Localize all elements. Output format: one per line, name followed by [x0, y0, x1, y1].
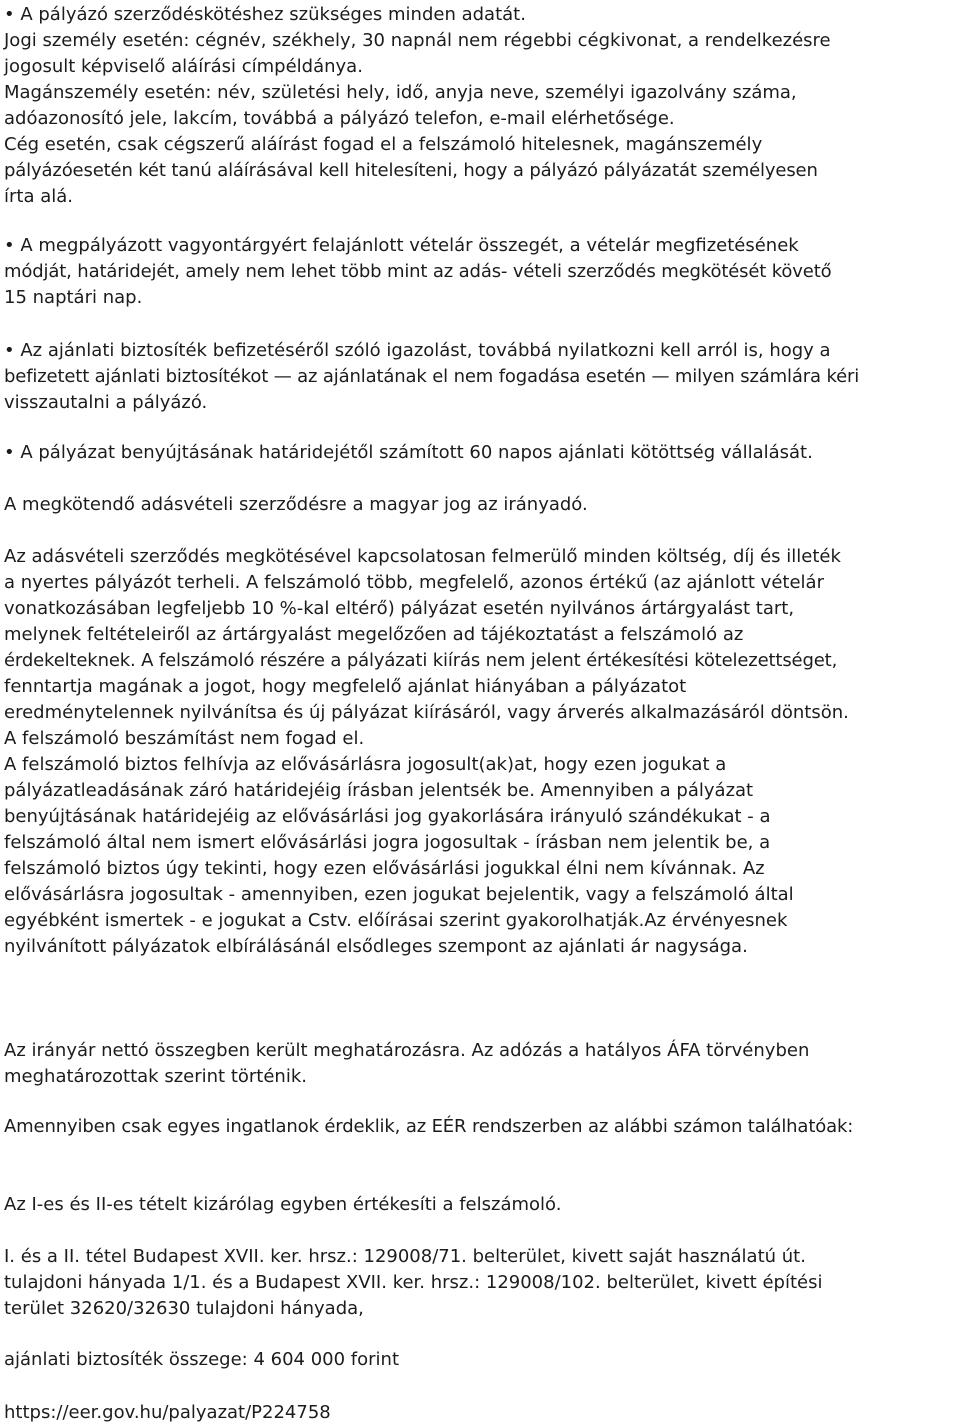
text-line: nyilvánított pályázatok elbírálásánál elsődleges szempont az ajánlati ár nagysága.	[4, 936, 748, 957]
text-line: adóazonosító jele, lakcím, továbbá a pályázó telefon, e-mail elérhetősége.	[4, 108, 675, 129]
text-line: Az adásvételi szerződés megkötésével kapcsolatosan felmerülő minden költség, díj és illeték	[4, 546, 841, 567]
text-line: érdekelteknek. A felszámoló részére a pályázati kiírás nem jelent értékesítési kötelezettséget,	[4, 650, 838, 671]
text-line: terület 32620/32630 tulajdoni hányada,	[4, 1298, 364, 1319]
text-line: befizetett ajánlati biztosítékot — az ajánlatának el nem fogadása esetén — milyen számlára kéri	[4, 366, 860, 387]
text-line: Cég esetén, csak cégszerű aláírást fogad el a felszámoló hitelesnek, magánszemély	[4, 134, 763, 155]
text-line: ajánlati biztosíték összege: 4 604 000 forint	[4, 1349, 400, 1370]
joint-sale-block	[4, 1192, 561, 1218]
tender-link-block	[4, 1400, 331, 1426]
text-line: Az I-es és II-es tételt kizárólag egyben értékesíti a felszámoló.	[4, 1194, 562, 1215]
text-line: • A pályázat benyújtásának határidejétől számított 60 napos ajánlati kötöttség vállalását.	[4, 442, 813, 463]
text-line: felszámoló biztos úgy tekinti, hogy ezen elővásárlási jogukkal élni nem kívánnak. Az	[4, 858, 765, 879]
requirement-commitment-block	[4, 440, 813, 466]
text-line: I. és a II. tétel Budapest XVII. ker. hrsz.: 129008/71. belterület, kivett saját használatú út.	[4, 1246, 806, 1267]
text-line: jogosult képviselő aláírási címpéldánya.	[4, 56, 363, 77]
text-line: A felszámoló biztos felhívja az elővásárlásra jogosult(ak)at, hogy ezen jogukat a	[4, 754, 727, 775]
costs-and-rules-block	[4, 544, 849, 960]
text-line: Jogi személy esetén: cégnév, székhely, 30 napnál nem régebbi cégkivonat, a rendelkezésre	[4, 30, 831, 51]
text-line: meghatározottak szerint történik.	[4, 1066, 307, 1087]
text-line: A felszámoló beszámítást nem fogad el.	[4, 728, 365, 749]
text-line: A megkötendő adásvételi szerződésre a magyar jog az irányadó.	[4, 494, 588, 515]
text-line: • A megpályázott vagyontárgyért felajánlott vételár összegét, a vételár megfizetésének	[4, 235, 799, 256]
lot-description-block	[4, 1244, 822, 1322]
deposit-amount-block	[4, 1347, 399, 1373]
text-line: módját, határidejét, amely nem lehet több mint az adás- vételi szerződés megkötését követő	[4, 261, 832, 282]
text-line: egyébként ismertek - e jogukat a Cstv. előírásai szerint gyakorolhatják.Az érvényesnek	[4, 910, 788, 931]
requirement-deposit-block	[4, 338, 859, 416]
text-line: Az irányár nettó összegben került meghatározásra. Az adózás a hatályos ÁFA törvényben	[4, 1040, 810, 1061]
text-line: elővásárlásra jogosultak - amennyiben, ezen jogukat bejelentik, vagy a felszámoló által	[4, 884, 794, 905]
text-line: 15 naptári nap.	[4, 287, 143, 308]
text-line: melynek feltételeiről az ártárgyalást megelőzően ad tájékoztatást a felszámoló az	[4, 624, 744, 645]
requirement-price-block	[4, 233, 831, 311]
tender-link[interactable]: https://eer.gov.hu/palyazat/P224758	[4, 1402, 331, 1423]
text-line: vonatkozásában legfeljebb 10 %-kal eltérő) pályázat esetén nyilvános ártárgyalást tart,	[4, 598, 795, 619]
text-line: fenntartja magának a jogot, hogy megfelelő ajánlat hiányában a pályázatot	[4, 676, 687, 697]
price-vat-block	[4, 1038, 809, 1090]
text-line: benyújtásának határidejéig az elővásárlási jog gyakorlására irányuló szándékukat - a	[4, 806, 771, 827]
text-line: • A pályázó szerződéskötéshez szükséges minden adatát.	[4, 4, 526, 25]
governing-law-block	[4, 492, 588, 518]
text-line: visszautalni a pályázó.	[4, 392, 208, 413]
text-line: tulajdoni hányada 1/1. és a Budapest XVII. ker. hrsz.: 129008/102. belterület, kivett építési	[4, 1272, 823, 1293]
text-line: pályázóesetén két tanú aláírásával kell hitelesíteni, hogy a pályázó pályázatát személyesen	[4, 160, 818, 181]
text-line: írta alá.	[4, 186, 73, 207]
eer-notice-block	[4, 1114, 853, 1140]
text-line: a nyertes pályázót terheli. A felszámoló több, megfelelő, azonos értékű (az ajánlott vételár	[4, 572, 824, 593]
text-line: eredménytelennek nyilvánítsa és új pályázat kiírásáról, vagy árverés alkalmazásáról döntsön.	[4, 702, 849, 723]
text-line: pályázatleadásának záró határidejéig írásban jelentsék be. Amennyiben a pályázat	[4, 780, 754, 801]
text-line: Amennyiben csak egyes ingatlanok érdeklik, az EÉR rendszerben az alábbi számon találhatóak:	[4, 1116, 854, 1137]
requirement-data-block	[4, 2, 831, 210]
text-line: felszámoló által nem ismert elővásárlási jogra jogosultak - írásban nem jelentik be, a	[4, 832, 771, 853]
text-line: • Az ajánlati biztosíték befizetéséről szóló igazolást, továbbá nyilatkozni kell arról is, hogy a	[4, 340, 831, 361]
text-line: Magánszemély esetén: név, születési hely, idő, anyja neve, személyi igazolvány száma,	[4, 82, 797, 103]
